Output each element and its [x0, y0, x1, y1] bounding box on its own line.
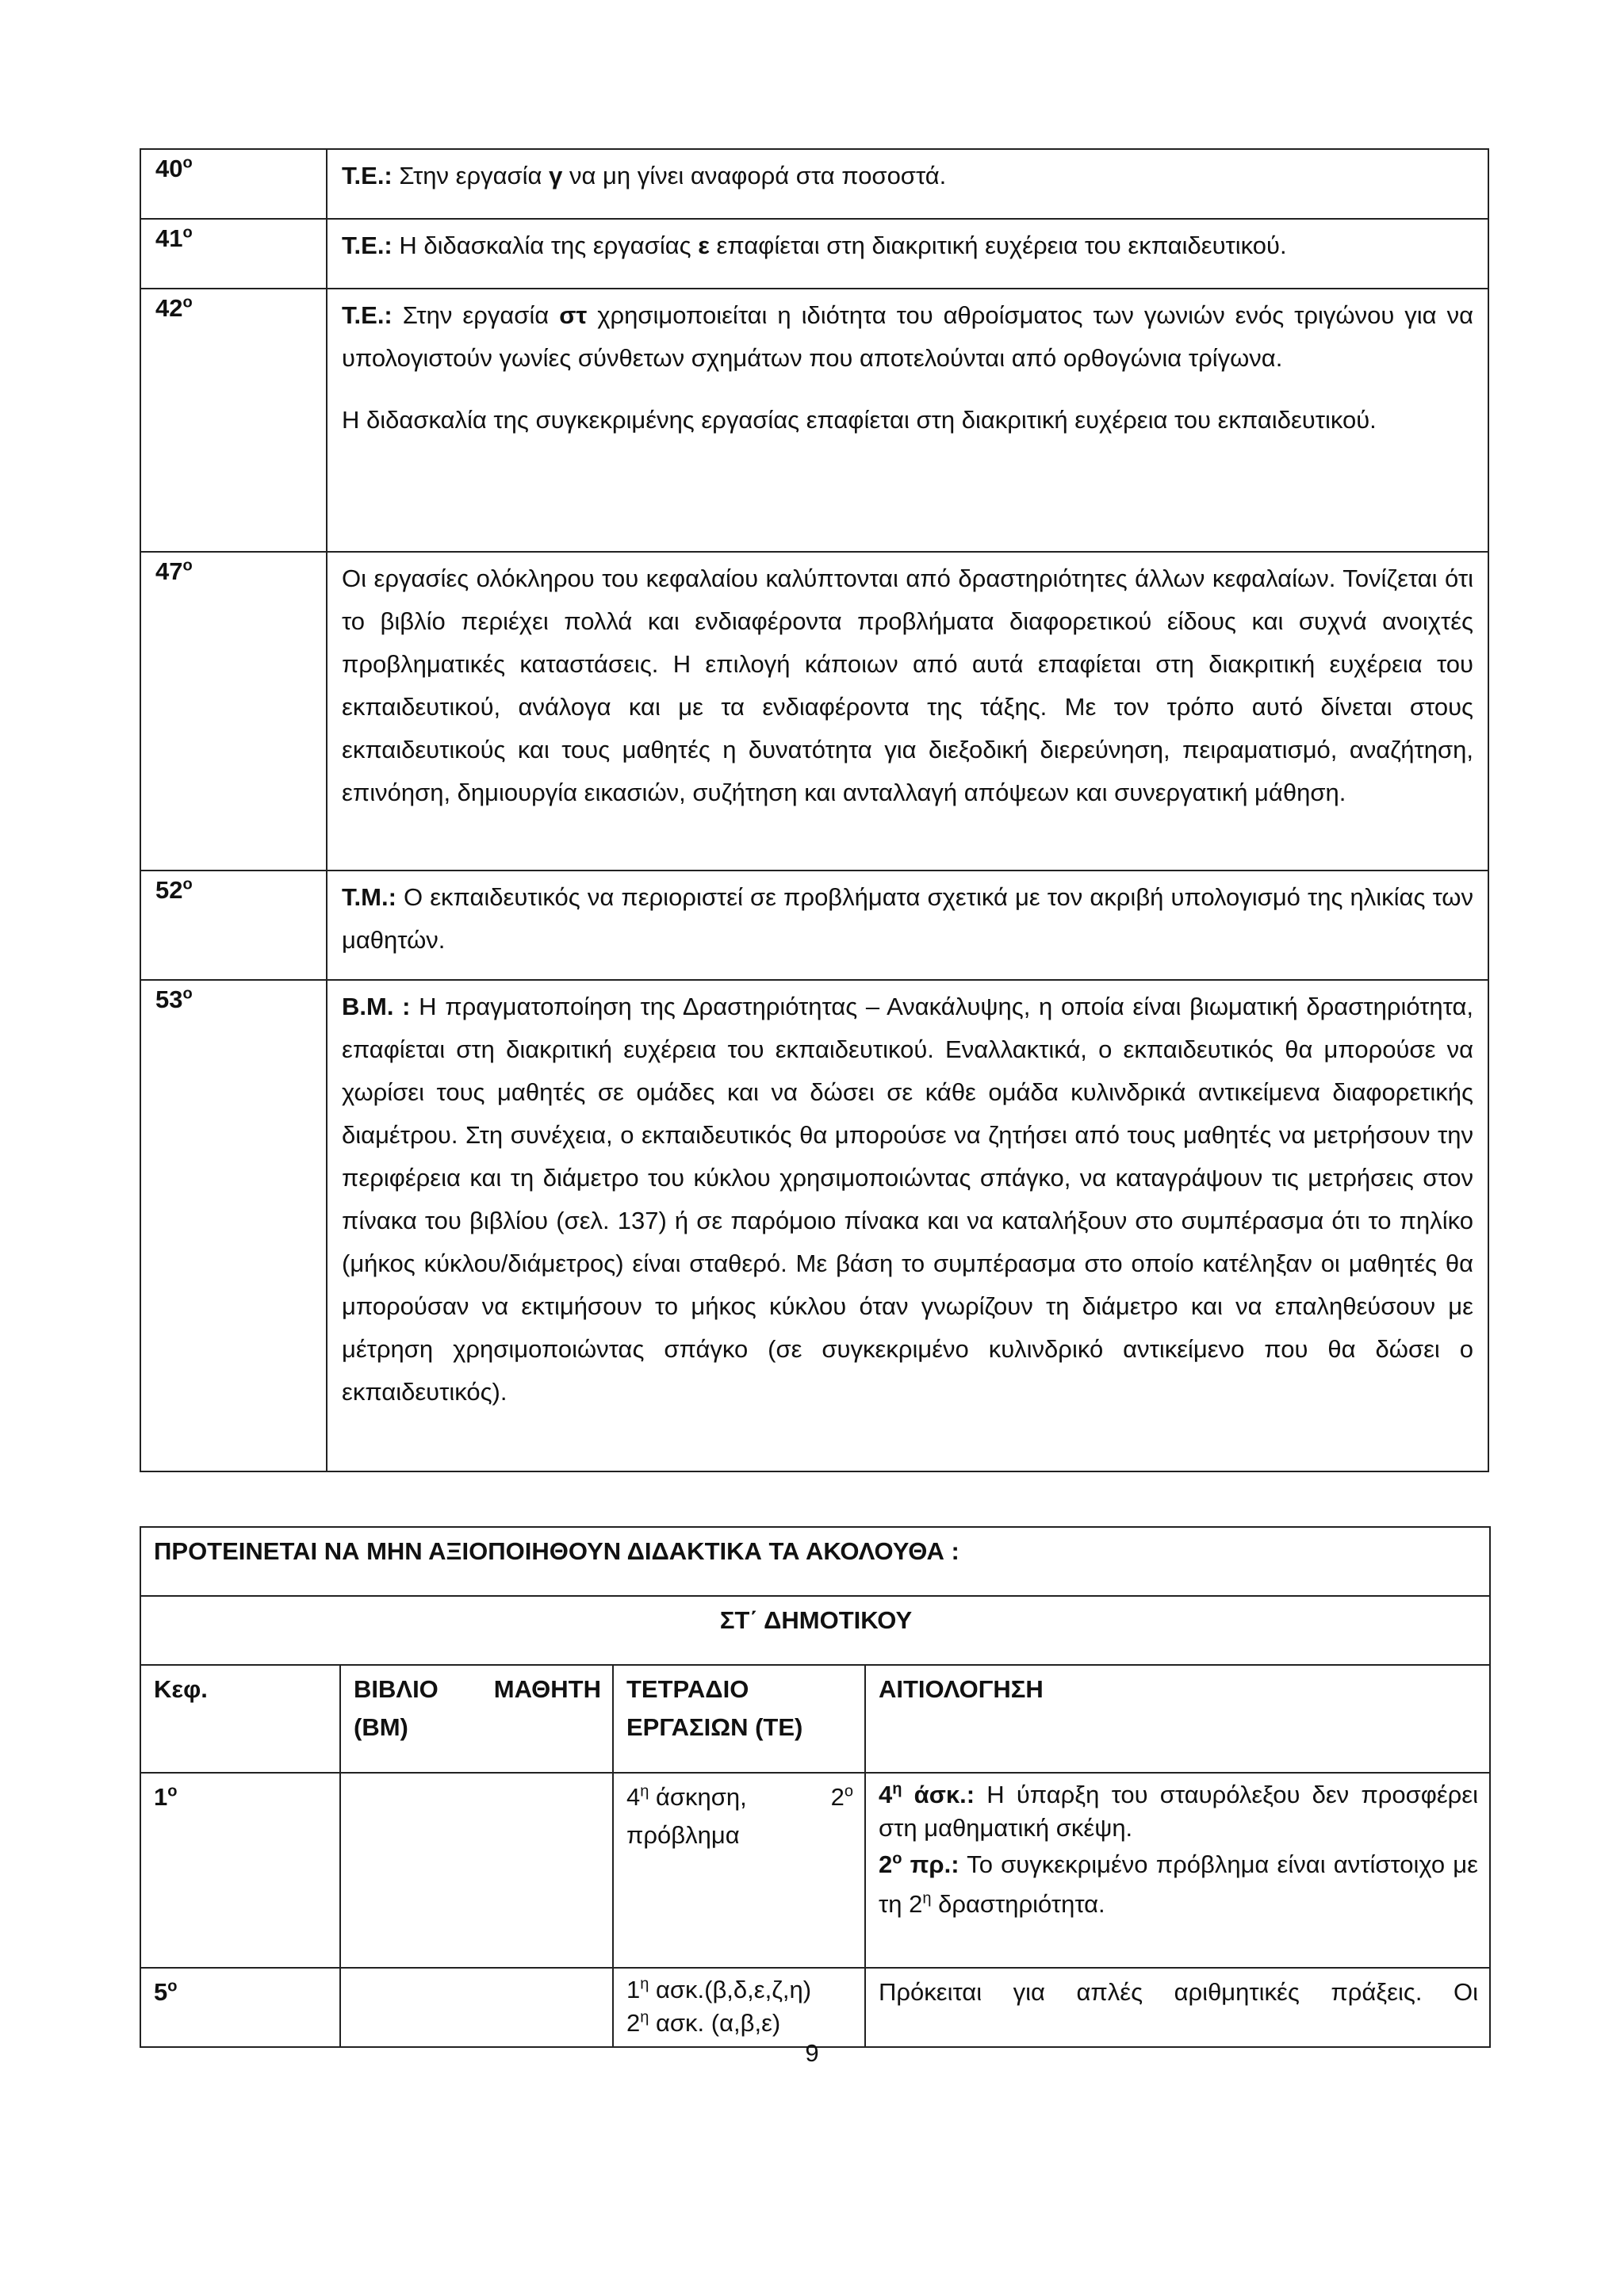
- table-row: [140, 1968, 1490, 2047]
- table-row: [140, 149, 1488, 219]
- table-row: [140, 289, 1488, 552]
- student-book-cell: [340, 1968, 613, 2047]
- workbook-cell: $1^\eta$ ασκ.(β,δ,ε,ζ,η) $2^\eta$ ασκ. (α,β,ε): [613, 1968, 865, 2047]
- note-cell: Τ.Ε.: Η διδασκαλία της εργασίας ε επαφίεται στη διακριτική ευχέρεια του εκπαιδευτικού.: [327, 219, 1488, 289]
- column-header-rationale: ΑΙΤΙΟΛΟΓΗΣΗ: [865, 1665, 1490, 1773]
- rationale-cell: $4^\eta$ άσκ.: Η ύπαρξη του σταυρόλεξου δεν προσφέρει στη μαθηματική σκέψη. $2^o$ πρ.: Το συγκεκριμένο πρόβλημα είναι αντίστοιχο με τη $2^\eta$ δραστηριότητα.: [865, 1773, 1490, 1968]
- note-cell: Β.Μ. : Η πραγματοποίηση της Δραστηριότητας – Ανακάλυψης, η οποία είναι βιωματική δραστηριότητα, επαφίεται στη διακριτική ευχέρεια του εκπαιδευτικού. Εναλλακτικά, ο εκπαιδευτικός θα μπορούσε να χωρίσει τους μαθητές σε ομάδες και να δώσει σε κάθε ομάδα κυλινδρικά αντικείμενα διαφορετικής διαμέτρου. Στη συνέχεια, ο εκπαιδευτικός θα μπορούσε να ζητήσει από τους μαθητές να μετρήσουν την περιφέρεια και τη διάμετρο του κύκλου χρησιμοποιώντας σπάγκο, να καταγράψουν τις μετρήσεις στον πίνακα του βιβλίου (σελ. 137) ή σε παρόμοιο πίνακα και να καταλήξουν στο συμπέρασμα ότι το πηλίκο (μήκος κύκλου/διάμετρος) είναι σταθερό. Με βάση το συμπέρασμα στο οποίο κατέληξαν οι μαθητές θα μπορούσαν να εκτιμήσουν το μήκος κύκλου όταν γνωρίζουν τη διάμετρο και να επαληθεύσουν με μέτρηση χρησιμοποιώντας σπάγκο (σε συγκεκριμένο κυλινδρικό αντικείμενο που θα δώσει ο εκπαιδευτικός).: [327, 980, 1488, 1471]
- note-cell: Οι εργασίες ολόκληρου του κεφαλαίου καλύπτονται από δραστηριότητες άλλων κεφαλαίων. Τονίζεται ότι το βιβλίο περιέχει πολλά και ενδιαφέροντα προβλήματα διαφορετικού είδους και συχνά ανοιχτές προβληματικές καταστάσεις. Η επιλογή κάποιων από αυτά επαφίεται στη διακριτική ευχέρεια του εκπαιδευτικού, ανάλογα και με τα ενδιαφέροντα της τάξης. Με τον τρόπο αυτό δίνεται στους εκπαιδευτικούς και τους μαθητές η δυνατότητα για διεξοδική διερεύνηση, πειραματισμό, αναζήτηση, επινόηση, δημιουργία εικασιών, συζήτηση και ανταλλαγή απόψεων και συνεργατική μάθηση.: [327, 552, 1488, 871]
- note-cell: [327, 289, 1488, 552]
- table-row: [140, 1773, 1490, 1968]
- table-heading: ΠΡΟΤΕΙΝΕΤΑΙ ΝΑ ΜΗΝ ΑΞΙΟΠΟΙΗΘΟΥΝ ΔΙΔΑΚΤΙΚΑ ΤΑ ΑΚΟΛΟΥΘΑ :: [140, 1527, 1490, 1596]
- grade-heading: ΣΤ΄ ΔΗΜΟΤΙΚΟΥ: [140, 1596, 1490, 1665]
- chapter-cell: $42^o$: [140, 289, 327, 552]
- chapter-cell: $5^o$: [140, 1968, 340, 2047]
- table-row: [140, 871, 1488, 980]
- chapter-cell: $52^o$: [140, 871, 327, 980]
- note-cell: Τ.Μ.: Ο εκπαιδευτικός να περιοριστεί σε προβλήματα σχετικά με τον ακριβή υπολογισμό της ηλικίας των μαθητών.: [327, 871, 1488, 980]
- chapter-cell: $47^o$: [140, 552, 327, 871]
- excluded-items-table: [140, 1526, 1491, 2048]
- rationale-cell: Πρόκειται για απλές αριθμητικές πράξεις. Οι: [865, 1968, 1490, 2047]
- page-number: 9: [805, 2039, 819, 2067]
- column-header-student-book: ΒΙΒΛΙΟ ΜΑΘΗΤΗ (ΒΜ): [340, 1665, 613, 1773]
- workbook-cell: $4^\eta$ άσκηση, $2^o$ πρόβλημα: [613, 1773, 865, 1968]
- student-book-cell: [340, 1773, 613, 1968]
- column-header-chapter: Κεφ.: [140, 1665, 340, 1773]
- chapter-cell: $53^o$: [140, 980, 327, 1471]
- note-paragraph: Η διδασκαλία της συγκεκριμένης εργασίας επαφίεται στη διακριτική ευχέρεια του εκπαιδευτικού.: [342, 406, 1377, 434]
- column-header-workbook: ΤΕΤΡΑΔΙΟ ΕΡΓΑΣΙΩΝ (ΤΕ): [613, 1665, 865, 1773]
- table-row: [140, 980, 1488, 1471]
- table-heading-row: [140, 1527, 1490, 1596]
- table-row: [140, 219, 1488, 289]
- chapter-cell: $1^o$: [140, 1773, 340, 1968]
- note-cell: Τ.Ε.: Στην εργασία γ να μη γίνει αναφορά στα ποσοστά.: [327, 149, 1488, 219]
- guidance-table: [140, 148, 1489, 1472]
- chapter-cell: $41^o$: [140, 219, 327, 289]
- grade-row: [140, 1596, 1490, 1665]
- table-row: [140, 552, 1488, 871]
- chapter-cell: $40^o$: [140, 149, 327, 219]
- note-paragraph: Τ.Ε.: Στην εργασία στ χρησιμοποιείται η ιδιότητα του αθροίσματος των γωνιών ενός τριγώνου για να υπολογιστούν γωνίες σύνθετων σχημάτων που αποτελούνται από ορθογώνια τρίγωνα.: [342, 301, 1473, 372]
- column-header-row: [140, 1665, 1490, 1773]
